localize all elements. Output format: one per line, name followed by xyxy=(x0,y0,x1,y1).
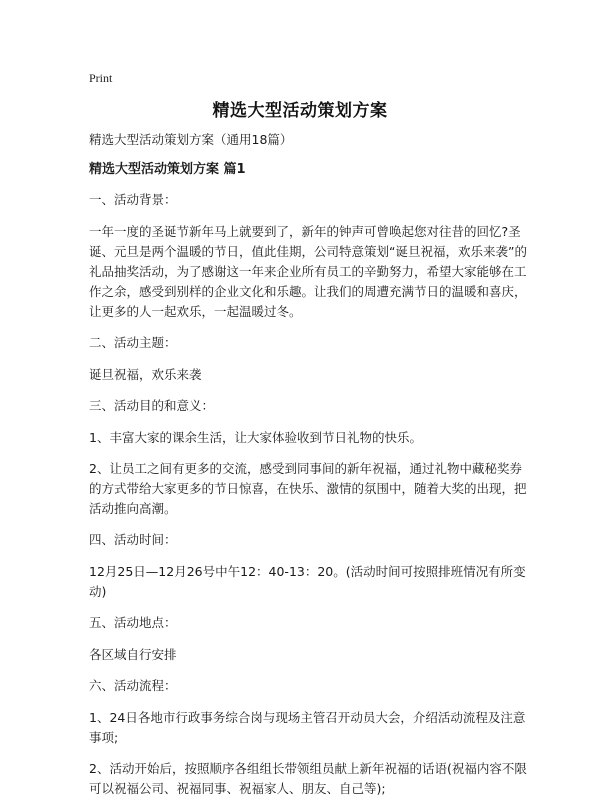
section-title: 精选大型活动策划方案 篇1 xyxy=(89,162,246,177)
print-label[interactable]: Print xyxy=(89,71,113,85)
paragraph-location: 各区域自行安排 xyxy=(89,647,177,662)
document-body xyxy=(89,130,529,810)
paragraph-purpose-2: 2、让员工之间有更多的交流，感受到同事间的新年祝福，通过礼物中藏秘奖券的方式带给大家更多的节日惊喜，在快乐、激情的氛围中，随着大奖的出现，把活动推向高潮。 xyxy=(89,461,527,516)
heading-background: 一、活动背景： xyxy=(89,192,177,207)
paragraph-background: 一年一度的圣诞节新年马上就要到了，新年的钟声可曾唤起您对往昔的回忆?圣诞、元旦是两个温暖的节日，值此佳期，公司特意策划“诞旦祝福，欢乐来袭”的礼品抽奖活动，为了感谢这一年来企业所有员工的辛勤努力，希望大家能够在工作之余，感受到别样的企业文化和乐趣。让我们的周遭充满节日的温暖和喜庆，让更多的人一起欢乐，一起温暖过冬。 xyxy=(89,224,527,319)
paragraph-process-1: 1、24日各地市行政事务综合岗与现场主管召开动员大会，介绍活动流程及注意事项; xyxy=(89,710,526,745)
heading-process: 六、活动流程： xyxy=(89,678,177,693)
paragraph-process-2: 2、活动开始后，按照顺序各组组长带领组员献上新年祝福的话语(祝福内容不限可以祝福公司、祝福同事、祝福家人、朋友、自己等); xyxy=(89,761,527,796)
paragraph-time: 12月25日—12月26号中午12：40-13：20。(活动时间可按照排班情况有所变动) xyxy=(89,564,526,599)
heading-purpose: 三、活动目的和意义： xyxy=(89,398,215,413)
paragraph-theme: 诞旦祝福，欢乐来袭 xyxy=(89,367,202,382)
page-title: 精选大型活动策划方案 xyxy=(212,101,388,121)
heading-time: 四、活动时间： xyxy=(89,532,177,547)
paragraph-purpose-1: 1、丰富大家的课余生活，让大家体验收到节日礼物的快乐。 xyxy=(89,430,422,445)
subtitle: 精选大型活动策划方案（通用18篇） xyxy=(89,132,293,147)
heading-theme: 二、活动主题： xyxy=(89,335,177,350)
heading-location: 五、活动地点： xyxy=(89,615,177,630)
